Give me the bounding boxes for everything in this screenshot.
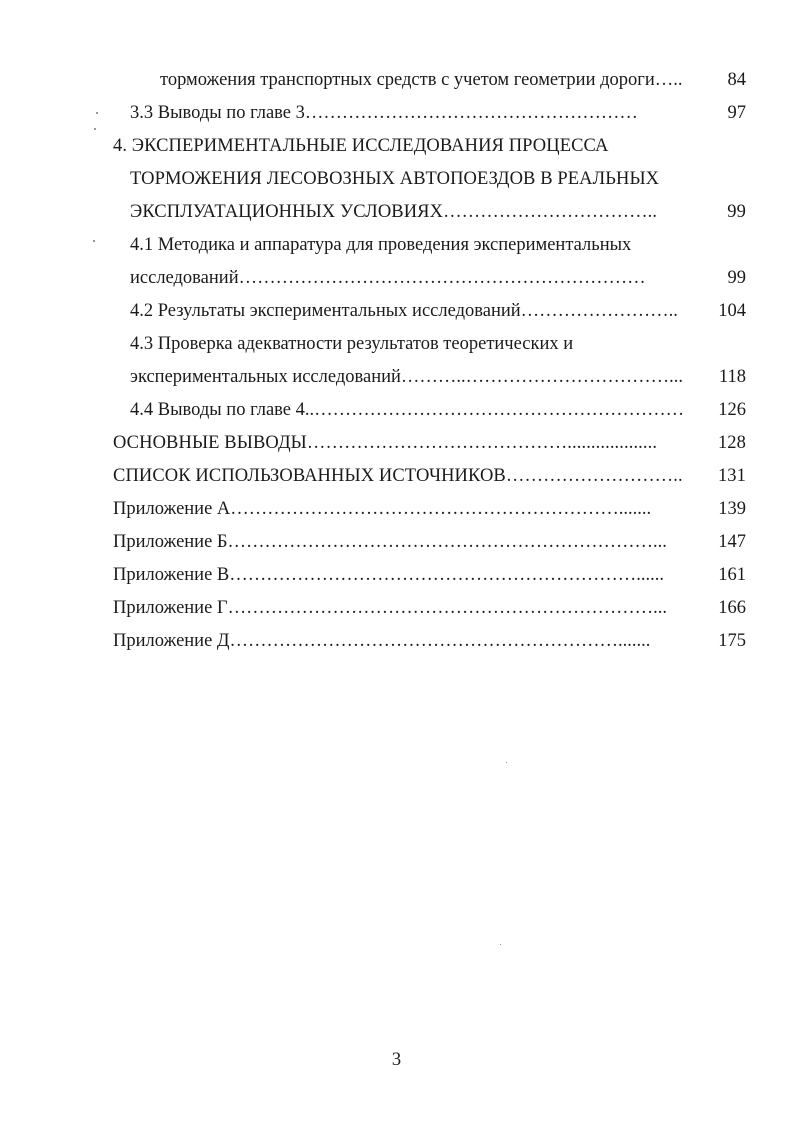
toc-entry-text: исследований………………………………………………………… [130, 268, 646, 288]
toc-entry-text: 4. ЭКСПЕРИМЕНТАЛЬНЫЕ ИССЛЕДОВАНИЯ ПРОЦЕССА [113, 136, 609, 156]
toc-entry-page: 126 [718, 400, 746, 420]
toc-entry-page: 139 [718, 499, 746, 519]
toc-entry-text: Приложение А………………………………………………………....... [113, 499, 652, 519]
toc-entry-text: экспериментальных исследований………..……………………………... [130, 367, 684, 387]
toc-entry-page: 161 [718, 565, 746, 585]
toc-entry-page: 166 [718, 598, 746, 618]
toc-entry-text: Приложение Б……………………………………………………………... [113, 532, 667, 552]
toc-entry-text: ТОРМОЖЕНИЯ ЛЕСОВОЗНЫХ АВТОПОЕЗДОВ В РЕАЛЬНЫХ [130, 169, 660, 189]
toc-entry-page: 131 [717, 466, 746, 486]
toc-entry-page: 128 [717, 433, 746, 453]
scan-speck [93, 240, 95, 242]
toc-entry-page: 175 [718, 631, 746, 651]
toc-entry-page: 99 [727, 202, 746, 222]
toc-entry-text: Приложение В…………………………………………………………...... [113, 565, 665, 585]
page-number: 3 [391, 1050, 402, 1070]
toc-entry-text: 4.2 Результаты экспериментальных исследований…………………….. [130, 301, 678, 321]
toc-entry-page: 99 [727, 268, 746, 288]
toc-entry-text: 4.4 Выводы по главе 4..…………………………………………………… [130, 400, 685, 420]
scan-speck [94, 128, 96, 130]
scan-speck [96, 112, 98, 114]
toc-entry-text: СПИСОК ИСПОЛЬЗОВАННЫХ ИСТОЧНИКОВ……………………….. [113, 466, 683, 486]
toc-entry-text: торможения транспортных средств с учетом геометрии дороги….. [160, 70, 683, 90]
toc-entry-text: ЭКСПЛУАТАЦИОННЫХ УСЛОВИЯХ…………………………….. [130, 202, 658, 222]
toc-entry-page: 118 [718, 367, 746, 387]
scan-speck [500, 944, 501, 945]
toc-entry-text: 3.3 Выводы по главе 3……………………………………………… [130, 103, 638, 123]
toc-entry-page: 97 [727, 103, 746, 123]
toc-entry-text: ОСНОВНЫЕ ВЫВОДЫ……………………………………................... [113, 433, 658, 453]
toc-entry-text: Приложение Г……………………………………………………………... [113, 598, 667, 618]
toc-entry-text: 4.3 Проверка адекватности результатов теоретических и [130, 334, 574, 354]
toc-entry-text: Приложение Д………………………………………………………....... [113, 631, 651, 651]
scan-speck [506, 762, 507, 763]
toc-entry-page: 84 [727, 70, 746, 90]
toc-entry-page: 147 [718, 532, 746, 552]
toc-entry-page: 104 [718, 301, 746, 321]
toc-entry-text: 4.1 Методика и аппаратура для проведения экспериментальных [130, 235, 632, 255]
